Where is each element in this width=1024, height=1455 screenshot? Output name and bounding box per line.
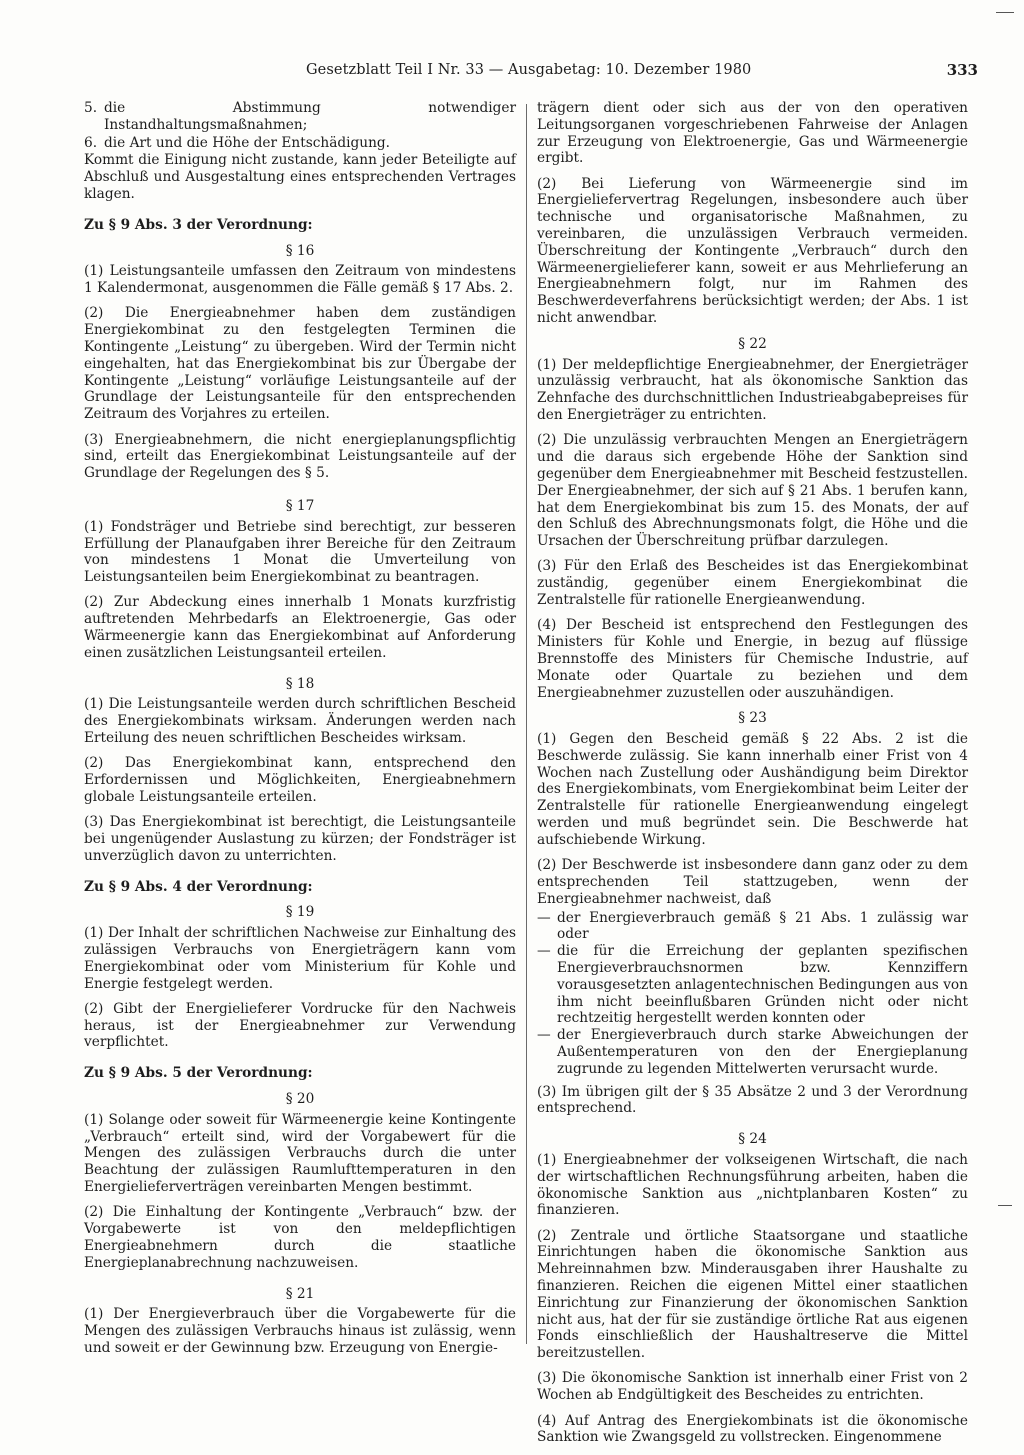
list-item xyxy=(84,135,516,152)
paragraph: (1) Der meldepflichtige Energieabnehmer, der Energieträger unzulässig verbraucht, hat als ökonomische Sanktion das Zehnfache des durchschnittlichen Industrieabgabepreises für den Energieträger zu entrichten. xyxy=(537,356,968,424)
list-item xyxy=(84,100,516,134)
dash-item xyxy=(537,943,968,1027)
paragraph: (2) Bei Lieferung von Wärmeenergie sind im Energieliefervertrag Regelungen, insbesondere auch über technische und organisatorische Maßnahmen, zu vereinbaren, die unzulässigen Verbrauch vermeiden. Überschreitung der Kontingente „Verbrauch“ durch den Wärmeenergielieferer kann, soweit er aus Mehrlieferung an Energieabnehmern folgt, nur im Rahmen des Beschwerdeverfahrens berücksichtigt werden; der Abs. 1 ist nicht anwendbar. xyxy=(537,175,968,327)
list-text: die Abstimmung notwendiger Instandhaltungsmaßnahmen; xyxy=(104,100,516,133)
paragraph: (2) Die unzulässig verbrauchten Mengen an Energieträgern und die daraus sich ergebende Höhe der Sanktion sind gegenüber dem Energieabnehmer mit Bescheid festzustellen. Der Energieabnehmer, der sich auf § 21 Abs. 1 berufen kann, hat dem Energiekombinat bis zum 15. des Monats, der auf den Schluß des Abrechnungsmonats folgt, die Höhe und die Ursachen der Überschreitung prüfbar darzulegen. xyxy=(537,432,968,550)
section-number: § 19 xyxy=(285,904,315,921)
dash-mark: — xyxy=(537,1027,551,1044)
paragraph: (2) Zentrale und örtliche Staatsorgane und staatliche Einrichtungen haben die ökonomische Sanktion aus Mehreinnahmen bzw. Minderausgaben ihrer Haushalte zu finanzieren. Reichen die eigenen Mittel einer staatlichen Einrichtung zur Finanzierung der ökonomischen Sanktion nicht aus, hat der für sie zuständige örtliche Rat aus eigenen Fonds einschließlich der Haushaltreserve die Mittel bereitzustellen. xyxy=(537,1227,968,1362)
paragraph: (1) Solange oder soweit für Wärmeenergie keine Kontingente „Verbrauch“ erteilt sind, wird der Vorgabewert für die Mengen des zulässigen Verbrauchs durch die unter Beachtung der zulässigen Raumlufttemperaturen in den Energielieferverträgen vereinbarten Mengen bestimmt. xyxy=(84,1111,516,1196)
edge-mark-bottom xyxy=(998,1205,1012,1206)
column-divider xyxy=(526,104,527,1344)
paragraph: (3) Für den Erlaß des Bescheides ist das Energiekombinat zuständig, gegenüber einem Energiekombinat die Zentralstelle für rationelle Energieanwendung. xyxy=(537,558,968,609)
page-header xyxy=(84,60,978,84)
paragraph: Kommt die Einigung nicht zustande, kann jeder Beteiligte auf Abschluß und Ausgestaltung eines entsprechenden Vertrages klagen. xyxy=(84,152,516,202)
paragraph: (2) Der Beschwerde ist insbesondere dann ganz oder zu dem entsprechenden Teil stattzugeben, wenn der Energieabnehmer nachweist, daß xyxy=(537,857,968,907)
header-title: Gesetzblatt Teil I Nr. 33 — Ausgabetag: 10. Dezember 1980 xyxy=(306,62,752,78)
left-column xyxy=(84,100,516,1365)
section-number: § 17 xyxy=(285,497,315,514)
section-heading: Zu § 9 Abs. 4 der Verordnung: xyxy=(84,878,313,895)
paragraph: (2) Zur Abdeckung eines innerhalb 1 Monats kurzfristig auftretenden Mehrbedarfs an Elektroenergie, Gas oder Wärmeenergie kann das Energiekombinat auf Anforderung einen zusätzlichen Leistungsanteil erteilen. xyxy=(84,594,516,661)
section-number: § 24 xyxy=(738,1131,767,1148)
dash-mark: — xyxy=(537,943,551,960)
section-number: § 23 xyxy=(738,710,767,727)
paragraph: trägern dient oder sich aus der von den operativen Leitungsorganen vorgeschriebenen Fahrweise der Anlagen zur Erzeugung von Elektroenergie, Gas und Wärmeenergie ergibt. xyxy=(537,100,968,167)
list-number: 6. xyxy=(84,134,98,151)
paragraph: (1) Gegen den Bescheid gemäß § 22 Abs. 2 ist die Beschwerde zulässig. Sie kann innerhalb einer Frist von 4 Wochen nach Zustellung oder Aushändigung beim Direktor des Energiekombinats, vom Energiekombinat beim Leiter der Zentralstelle für rationelle Energieanwendung eingelegt werden und muß begründet sein. Die Beschwerde hat aufschiebende Wirkung. xyxy=(537,731,968,848)
section-number: § 16 xyxy=(285,242,315,259)
section-number: § 21 xyxy=(285,1285,315,1302)
dash-text: der Energieverbrauch durch starke Abweichungen der Außentemperaturen von den der Energieplanung zugrunde zu legenden Mittelwerten verursacht wurde. xyxy=(557,1027,968,1077)
paragraph: (1) Der Inhalt der schriftlichen Nachweise zur Einhaltung des zulässigen Verbrauchs von Energieträgern kann vom Energiekombinat oder vom Ministerium für Kohle und Energie festgelegt werden. xyxy=(84,925,516,992)
dash-text: der Energieverbrauch gemäß § 21 Abs. 1 zulässig war oder xyxy=(557,909,968,943)
paragraph: (2) Das Energiekombinat kann, entsprechend den Erfordernissen und Möglichkeiten, Energieabnehmern globale Leistungsanteile erteilen. xyxy=(84,755,516,805)
paragraph: (3) Das Energiekombinat ist berechtigt, die Leistungsanteile bei ungenügender Auslastung zu kürzen; der Fondsträger ist unverzüglich davon zu unterrichten. xyxy=(84,814,516,864)
dash-item xyxy=(537,910,968,944)
paragraph: (1) Leistungsanteile umfassen den Zeitraum von mindestens 1 Kalendermonat, ausgenommen die Fälle gemäß § 17 Abs. 2. xyxy=(84,263,516,297)
dash-mark: — xyxy=(537,909,551,926)
paragraph: (2) Gibt der Energielieferer Vordrucke für den Nachweis heraus, ist der Energieabnehmer zur Verwendung verpflichtet. xyxy=(84,1000,516,1051)
paragraph: (1) Der Energieverbrauch über die Vorgabewerte für die Mengen des zulässigen Verbrauchs hinaus ist zulässig, wenn und soweit er der Gewinnung bzw. Erzeugung von Energie- xyxy=(84,1306,516,1356)
paragraph: (1) Fondsträger und Betriebe sind berechtigt, zur besseren Erfüllung der Planaufgaben ihrer Bereiche für den Zeitraum von mindestens 1 Monat die Umverteilung von Leistungsanteilen beim Energiekombinat zu beantragen. xyxy=(84,518,516,586)
list-text: die Art und die Höhe der Entschädigung. xyxy=(104,134,391,151)
paragraph: (2) Die Energieabnehmer haben dem zuständigen Energiekombinat zu den festgelegten Terminen die Kontingente „Leistung“ zu übergeben. Wird der Termin nicht eingehalten, hat das Energiekombinat bis zur Übergabe der Kontingente „Leistung“ vorläufige Leistungsanteile auf der Grundlage der Leistungsanteile für den entsprechenden Zeitraum des Vorjahres zu erteilen. xyxy=(84,305,516,423)
page-number: 333 xyxy=(946,61,978,79)
paragraph: (3) Im übrigen gilt der § 35 Absätze 2 und 3 der Verordnung entsprechend. xyxy=(537,1083,968,1117)
right-column xyxy=(537,100,968,1455)
section-heading: Zu § 9 Abs. 3 der Verordnung: xyxy=(84,216,313,233)
edge-mark-top xyxy=(996,12,1014,13)
dash-item xyxy=(537,1027,968,1077)
dash-text: die für die Erreichung der geplanten spezifischen Energieverbrauchsnormen bzw. Kennziffern vorausgesetzten anlagentechnischen Bedingungen aus von ihm nicht beeinflußbaren Gründen nicht oder nicht rechtzeitig hergestellt werden konnten oder xyxy=(557,943,968,1027)
section-number: § 18 xyxy=(285,675,315,692)
list-number: 5. xyxy=(84,100,98,116)
paragraph: (3) Die ökonomische Sanktion ist innerhalb einer Frist von 2 Wochen ab Endgültigkeit des Bescheides zu entrichten. xyxy=(537,1370,968,1404)
section-number: § 22 xyxy=(738,335,767,352)
paragraph: (3) Energieabnehmern, die nicht energieplanungspflichtig sind, erteilt das Energiekombinat Leistungsanteile auf der Grundlage der Regelungen des § 5. xyxy=(84,431,516,482)
paragraph: (4) Der Bescheid ist entsprechend den Festlegungen des Ministers für Kohle und Energie, in bezug auf flüssige Brennstoffe des Ministers für Chemische Industrie, auf Monate oder Quartale zu beziehen und dem Energieabnehmer zuzustellen oder auszuhändigen. xyxy=(537,617,968,701)
section-heading: Zu § 9 Abs. 5 der Verordnung: xyxy=(84,1065,313,1082)
paragraph: (1) Die Leistungsanteile werden durch schriftlichen Bescheid des Energiekombinats wirksam. Änderungen werden nach Erteilung des neuen schriftlichen Bescheides wirksam. xyxy=(84,696,516,746)
section-number: § 20 xyxy=(285,1091,315,1108)
paragraph: (2) Die Einhaltung der Kontingente „Verbrauch“ bzw. der Vorgabewerte ist von den meldepflichtigen Energieabnehmern durch die staatliche Energieplanabrechnung nachzuweisen. xyxy=(84,1204,516,1271)
paragraph: (1) Energieabnehmer der volkseigenen Wirtschaft, die nach der wirtschaftlichen Rechnungsführung arbeiten, haben die ökonomische Sanktion aus „nichtplanbaren Kosten“ zu finanzieren. xyxy=(537,1151,968,1219)
paragraph: (4) Auf Antrag des Energiekombinats ist die ökonomische Sanktion wie Zwangsgeld zu vollstrecken. Eingenommene xyxy=(537,1412,968,1446)
